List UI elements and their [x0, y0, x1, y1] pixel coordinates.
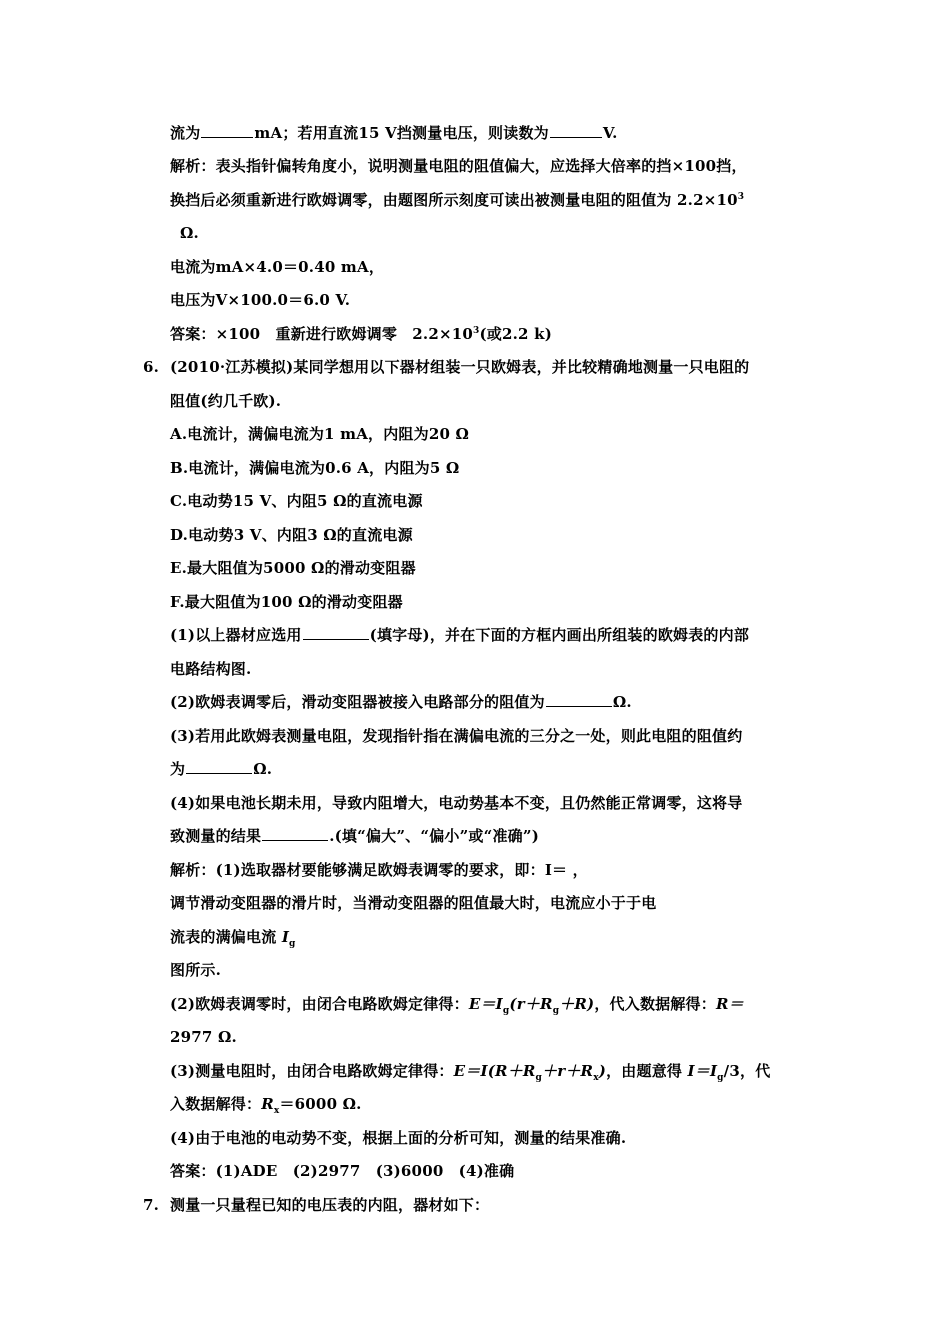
- text: mA；若用直流15 V挡测量电压，则读数为: [254, 124, 549, 142]
- italic-text: E＝I(R＋R: [453, 1062, 536, 1080]
- text-line: Ω.: [180, 224, 199, 242]
- answer-blank: [550, 123, 602, 138]
- answer-blank: [546, 692, 612, 707]
- text-line: [170, 324, 552, 344]
- italic-text: I＝I: [687, 1062, 718, 1080]
- text-line: 调节滑动变阻器的滑片时，当滑动变阻器的阻值最大时，电流应小于于电: [170, 894, 657, 912]
- text: 答案：×100 重新进行欧姆调零 2.2×10: [170, 325, 474, 343]
- text-line: 解析：表头指针偏转角度小，说明测量电阻的阻值偏大，应选择大倍率的挡×100挡，: [170, 157, 747, 175]
- text: (填字母)，并在下面的方框内画出所组装的欧姆表的内部: [369, 626, 750, 644]
- option-a: A.电流计，满偏电流为1 mA，内阻为20 Ω: [170, 425, 470, 443]
- text-line: [170, 927, 296, 947]
- text: /3，代: [723, 1062, 771, 1080]
- text-line: 电流为mA×4.0＝0.40 mA，: [170, 258, 385, 276]
- option-b: B.电流计，满偏电流为0.6 A，内阻为5 Ω: [170, 459, 460, 477]
- italic-text: R: [261, 1095, 274, 1113]
- option-d: D.电动势3 V、内阻3 Ω的直流电源: [170, 526, 413, 544]
- italic-text: ): [598, 1062, 607, 1080]
- subscript: x: [593, 1073, 599, 1083]
- text: 入数据解得：: [170, 1095, 262, 1113]
- text-line: (4)由于电池的电动势不变，根据上面的分析可知，测量的结果准确.: [170, 1129, 627, 1147]
- text: ，由题意得: [606, 1062, 688, 1080]
- text: .(填“偏大”、“偏小”或“准确”): [329, 827, 539, 845]
- italic-text: ＋r＋R: [542, 1062, 594, 1080]
- text: 流表的满偏电流: [170, 928, 282, 946]
- text: Ω.: [253, 760, 273, 778]
- text-line: [170, 625, 749, 645]
- subscript: x: [273, 1106, 280, 1116]
- italic-text: ＋R): [559, 995, 595, 1013]
- text-line: [170, 994, 744, 1014]
- question-text: (2010·江苏模拟)某同学想用以下器材组装一只欧姆表，并比较精确地测量一只电阻的: [170, 358, 750, 376]
- text-line: [170, 826, 539, 846]
- option-e: E.最大阻值为5000 Ω的滑动变阻器: [170, 559, 416, 577]
- text-line: [170, 190, 744, 210]
- subscript: g: [289, 939, 296, 949]
- answer-line: 答案：(1)ADE (2)2977 (3)6000 (4)准确: [170, 1162, 515, 1180]
- subscript: g: [717, 1073, 724, 1083]
- italic-text: R＝: [715, 995, 744, 1013]
- question-number: 7.: [143, 1196, 160, 1214]
- option-c: C.电动势15 V、内阻5 Ω的直流电源: [170, 492, 423, 510]
- text: Ω.: [612, 693, 632, 711]
- text-line: [170, 1094, 362, 1114]
- answer-blank: [186, 759, 252, 774]
- text-line: [170, 692, 632, 712]
- text-line: [170, 123, 618, 143]
- italic-text: (r＋R: [509, 995, 553, 1013]
- text: (或2.2 k): [479, 325, 553, 343]
- text-line: 2977 Ω.: [170, 1028, 237, 1046]
- text: (2)欧姆表调零后，滑动变阻器被接入电路部分的阻值为: [170, 693, 545, 711]
- answer-blank: [303, 625, 369, 640]
- option-f: F.最大阻值为100 Ω的滑动变阻器: [170, 593, 403, 611]
- text: ，代入数据解得：: [594, 995, 716, 1013]
- text-line: 电路结构图.: [170, 660, 252, 678]
- question-text: 测量一只量程已知的电压表的内阻，器材如下：: [170, 1196, 490, 1214]
- text: V.: [602, 124, 618, 142]
- subscript: g: [535, 1073, 543, 1083]
- answer-blank: [201, 123, 253, 138]
- text: 换挡后必须重新进行欧姆调零，由题图所示刻度可读出被测量电阻的阻值为 2.2×10: [170, 191, 738, 209]
- subscript: g: [552, 1006, 560, 1016]
- text: (2)欧姆表调零时，由闭合电路欧姆定律得：: [170, 995, 469, 1013]
- italic-text: I: [281, 928, 290, 946]
- text: 为: [170, 760, 186, 778]
- subscript: g: [502, 1006, 510, 1016]
- question-number: 6.: [143, 358, 160, 376]
- text: (1)以上器材应选用: [170, 626, 302, 644]
- italic-text: E＝I: [468, 995, 503, 1013]
- text-line: (3)若用此欧姆表测量电阻，发现指针指在满偏电流的三分之一处，则此电阻的阻值约: [170, 727, 743, 745]
- text: ＝6000 Ω.: [279, 1095, 362, 1113]
- text: 流为: [170, 124, 201, 142]
- text: (3)测量电阻时，由闭合电路欧姆定律得：: [170, 1062, 454, 1080]
- answer-blank: [262, 826, 328, 841]
- superscript: 3: [473, 326, 480, 336]
- text-line: 图所示.: [170, 961, 222, 979]
- superscript: 3: [737, 192, 745, 202]
- text-line: [170, 759, 272, 779]
- text-line: [170, 1061, 770, 1081]
- text: 致测量的结果: [170, 827, 262, 845]
- text-line: (4)如果电池长期未用，导致内阻增大，电动势基本不变，且仍然能正常调零，这将导: [170, 794, 743, 812]
- text-line: 解析：(1)选取器材要能够满足欧姆表调零的要求，即：I＝ ，: [170, 861, 588, 879]
- text-line: 阻值(约几千欧).: [170, 392, 282, 410]
- text-line: 电压为V×100.0＝6.0 V.: [170, 291, 351, 309]
